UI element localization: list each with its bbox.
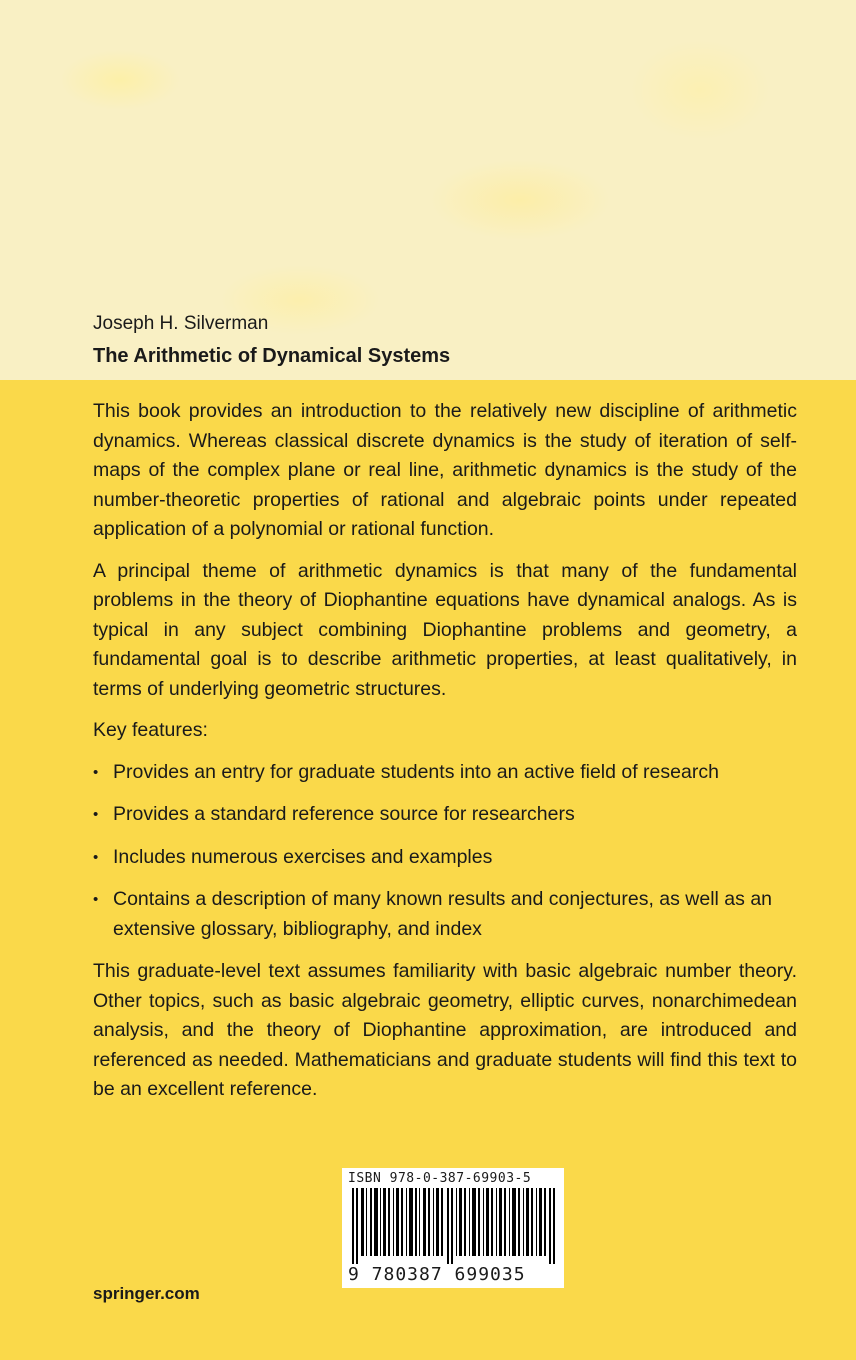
description xyxy=(93,397,797,1117)
paragraph-closing: This graduate-level text assumes familiarity with basic algebraic number theory. Other topics, such as basic algebraic geometry, elliptic curves, nonarchimedean analysis, and the theory of Diophantine approximation, are introduced and referenced as needed. Mathematicians and graduate students will find this text to be an excellent reference. xyxy=(93,960,797,1100)
book-title: The Arithmetic of Dynamical Systems xyxy=(93,345,451,367)
barcode-number: 9 780387 699035 xyxy=(348,1264,526,1285)
barcode-bars xyxy=(352,1188,556,1264)
features-list xyxy=(93,758,797,945)
features-label: Key features: xyxy=(93,719,208,741)
paragraph-theme: A principal theme of arithmetic dynamics is that many of the fundamental problems in the theory of Diophantine equations have dynamical analogs. As is typical in any subject combining Diophantine problems and geometry, a fundamental goal is to describe arithmetic properties, at least qualitatively, in terms of underlying geometric structures. xyxy=(93,559,797,700)
feature-item: • Provides an entry for graduate students into an active field of research xyxy=(93,758,797,788)
author-name: Joseph H. Silverman xyxy=(93,313,269,334)
feature-item: • Includes numerous exercises and examples xyxy=(93,843,797,873)
paragraph-intro: This book provides an introduction to the relatively new discipline of arithmetic dynamics. Whereas classical discrete dynamics is the study of iteration of self-maps of the complex plane or real line, arithmetic dynamics is the study of the number-theoretic properties of rational and algebraic points under repeated application of a polynomial or rational function. xyxy=(93,400,797,540)
barcode xyxy=(342,1168,564,1288)
feature-item: • Contains a description of many known results and conjectures, as well as an extensive glossary, bibliography, and index xyxy=(93,885,797,944)
publisher-url: springer.com xyxy=(93,1284,200,1303)
isbn-label: ISBN 978-0-387-69903-5 xyxy=(348,1171,532,1186)
feature-item: • Provides a standard reference source for researchers xyxy=(93,800,797,830)
